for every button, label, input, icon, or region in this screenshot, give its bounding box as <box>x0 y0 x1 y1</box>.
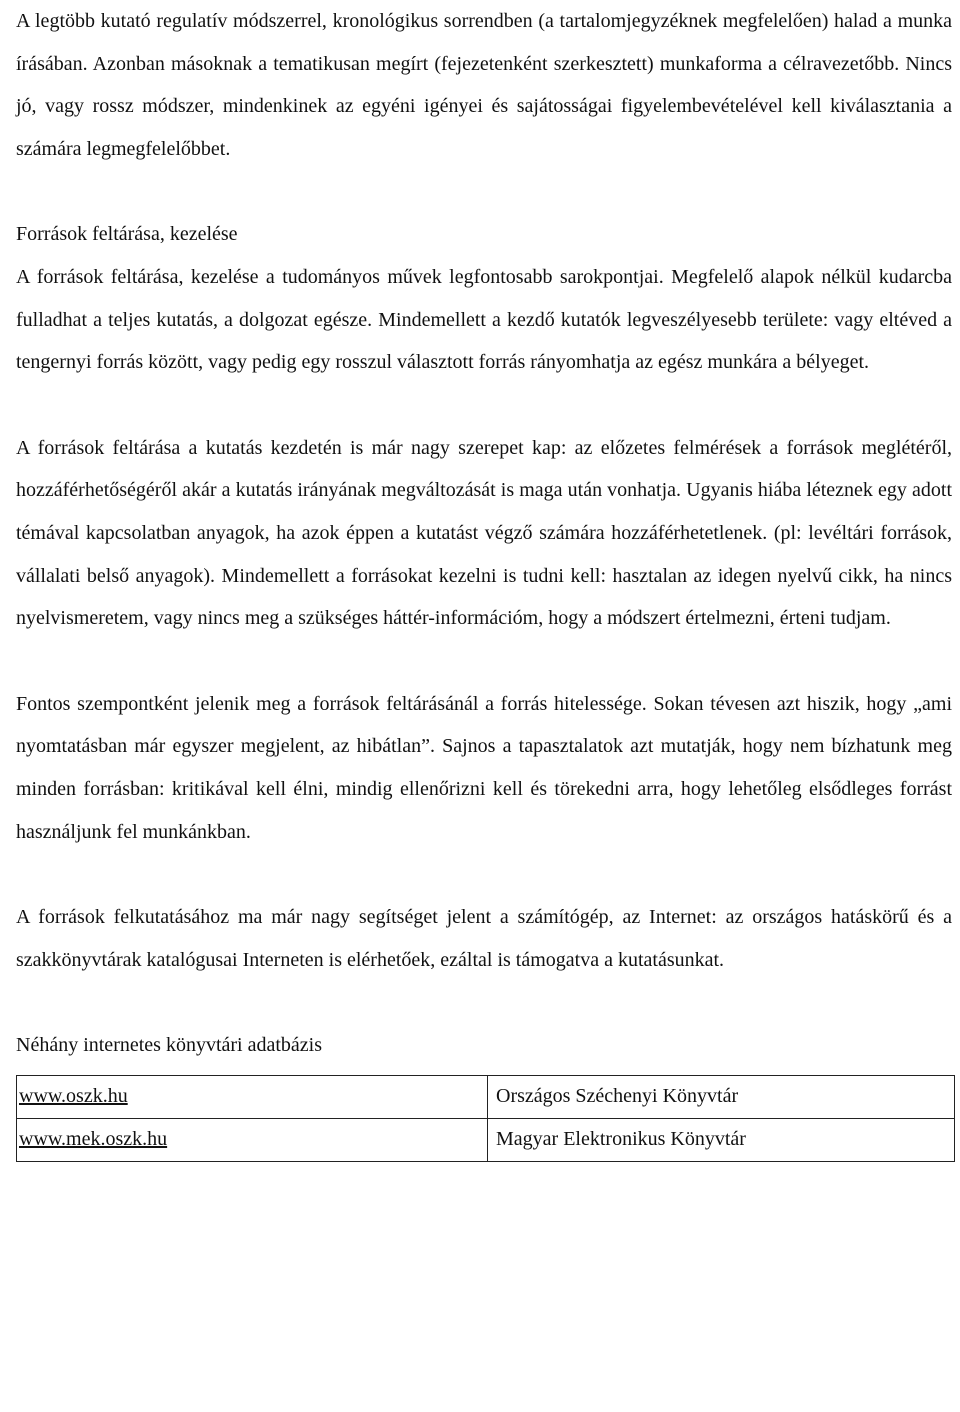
table-row <box>17 1118 955 1161</box>
spacer <box>16 170 952 213</box>
section-heading-sources: Források feltárása, kezelése <box>16 223 238 246</box>
spacer <box>16 981 952 1024</box>
table-cell-name: Országos Széchenyi Könyvtár <box>488 1075 955 1118</box>
oszk-link[interactable]: www.oszk.hu <box>19 1085 128 1108</box>
table-row <box>17 1075 955 1118</box>
spacer <box>16 640 952 683</box>
table-cell-name: Magyar Elektronikus Könyvtár <box>488 1118 955 1161</box>
spacer <box>16 384 952 427</box>
databases-heading: Néhány internetes könyvtári adatbázis <box>16 1034 322 1057</box>
spacer <box>16 853 952 896</box>
internet-paragraph: A források felkutatásához ma már nagy segítséget jelent a számítógép, az Internet: az országos hatáskörű és a szakkönyvtárak katalógusai Interneten is elérhetőek, ezáltal is támogatva a kutatásunkat. <box>16 906 952 971</box>
source-credibility-paragraph: Fontos szempontként jelenik meg a források feltárásánál a forrás hitelessége. Sokan tévesen azt hiszik, hogy „ami nyomtatásban már egyszer megjelent, az hibátlan”. Sajnos a tapasztalatok azt mutatják, hogy nem bízhatunk meg minden forrásban: kritikával kell élni, mindig ellenőrizni kell és törekedni arra, hogy lehetőleg elsődleges forrást használjunk fel munkánkban. <box>16 692 952 843</box>
document-page <box>16 0 952 1162</box>
table-cell-url <box>17 1075 488 1118</box>
mek-link[interactable]: www.mek.oszk.hu <box>19 1128 168 1151</box>
table-cell-url <box>17 1118 488 1161</box>
sources-paragraph: A források feltárása, kezelése a tudományos művek legfontosabb sarokpontjai. Megfelelő alapok nélkül kudarcba fulladhat a teljes kutatás, a dolgozat egésze. Mindemellett a kezdő kutatók legveszélyesebb területe: vagy eltéved a tengernyi forrás között, vagy pedig egy rosszul választott forrás rányomhatja az egész munkára a bélyeget. <box>16 265 952 374</box>
sources-access-paragraph: A források feltárása a kutatás kezdetén is már nagy szerepet kap: az előzetes felmérések a források meglétéről, hozzáférhetőségéről akár a kutatás irányának megváltozását is maga után vonhatja. Ugyanis hiába léteznek egy adott témával kapcsolatban anyagok, ha azok éppen a kutatást végző számára hozzáférhetetlenek. (pl: levéltári források, vállalati belső anyagok). Mindemellett a forrásokat kezelni is tudni kell: hasztalan az idegen nyelvű cikk, ha nincs nyelvismeretem, vagy nincs meg a szükséges háttér-információm, hogy a módszert értelmezni, érteni tudjam. <box>16 436 952 630</box>
library-database-table <box>16 1075 955 1162</box>
intro-paragraph: A legtöbb kutató regulatív módszerrel, kronológikus sorrendben (a tartalomjegyzéknek megfelelően) halad a munka írásában. Azonban másoknak a tematikusan megírt (fejezetenként szerkesztett) munkaforma a célravezetőbb. Nincs jó, vagy rossz módszer, mindenkinek az egyéni igényei és sajátosságai figyelembevételével kell kiválasztania a számára legmegfelelőbbet. <box>16 10 952 160</box>
